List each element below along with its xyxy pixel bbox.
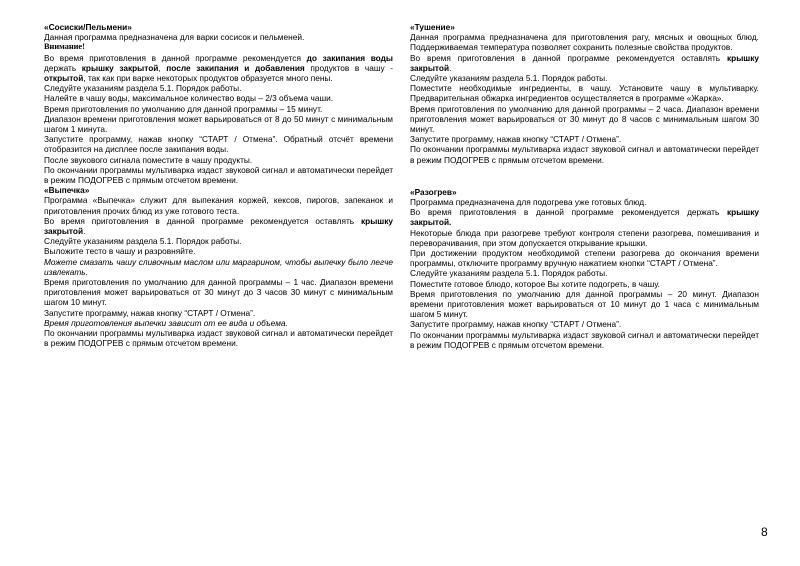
paragraph: Программа предназначена для подогрева уже готовых блюд. <box>410 197 647 208</box>
paragraph: Время приготовления по умолчанию для данной программы – 15 минут. <box>44 103 323 114</box>
paragraph: Запустите программу, нажав кнопку “СТАРТ / Отмена”. <box>410 134 622 145</box>
paragraph: Выложите тесто в чашу и разровняйте. <box>44 246 196 257</box>
section-title-baking: «Выпечка» <box>44 185 90 196</box>
page-number: 8 <box>761 525 768 539</box>
right-column <box>410 22 759 350</box>
paragraph: Время приготовления по умолчанию для данной программы – 1 час. Диапазон времени приготовления может варьироваться от 30 минут до 3 часов 30 минут с минимальным шагом 10 минут. <box>44 277 393 308</box>
paragraph: Поместите готовое блюдо, которое Вы хотите подогреть, в чашу. <box>410 278 660 289</box>
paragraph: По окончании программы мультиварка издаст звуковой сигнал и автоматически перейдет в режим ПОДОГРЕВ с прямым отсчетом времени. <box>410 144 759 165</box>
paragraph: По окончании программы мультиварка издаст звуковой сигнал и автоматически перейдет в режим ПОДОГРЕВ с прямым отсчетом времени. <box>410 329 759 350</box>
paragraph: После звукового сигнала поместите в чашу продукты. <box>44 154 253 165</box>
paragraph-italic-tip: Можете смазать чашу сливочным маслом или маргарином, чтобы выпечку было легче извлекать. <box>44 256 393 277</box>
section-title-sausages: «Сосиски/Пельмени» <box>44 22 132 32</box>
warning-label: Внимание! <box>44 42 85 52</box>
paragraph-lid-advice: Во время приготовления в данной программе рекомендуется оставлять крышку закрытой. <box>44 215 393 237</box>
paragraph: При достижении продуктом необходимой степени разогрева до окончания времени программы, отключите программу вручную нажатием кнопки “СТАРТ / Отмена”. <box>410 248 759 269</box>
section-title-stewing: «Тушение» <box>410 22 455 32</box>
paragraph: Запустите программу, нажав кнопку “СТАРТ / Отмена”. <box>410 319 622 330</box>
paragraph: Данная программа предназначена для приготовления рагу, мясных и овощных блюд. Поддерживаемая температура позволяет сохранить полезные свойства продуктов. <box>410 32 759 53</box>
paragraph: Следуйте указаниям раздела 5.1. Порядок работы. <box>410 73 608 84</box>
paragraph: По окончании программы мультиварка издаст звуковой сигнал и автоматически перейдет в режим ПОДОГРЕВ с прямым отсчетом времени. <box>44 164 393 186</box>
section-title-reheat: «Разогрев» <box>410 186 457 197</box>
paragraph: Время приготовления по умолчанию для данной программы – 20 минут. Диапазон времени приготовления может варьироваться от 10 минут до 1 часа с минимальным шагом 5 минут. <box>410 288 759 320</box>
paragraph-italic-note: Время приготовления выпечки зависит от ее вида и объема. <box>44 317 288 328</box>
left-column <box>44 22 393 349</box>
paragraph: Следуйте указаниям раздела 5.1. Порядок работы. <box>44 83 242 94</box>
paragraph: Поместите необходимые ингредиенты, в чашу. Установите чашу в мультиварку. Предварительная обжарка ингредиентов осуществляется в программе «Жарка». <box>410 83 759 104</box>
paragraph: Диапазон времени приготовления может варьироваться от 8 до 50 минут с минимальным шагом 1 минута. <box>44 113 393 135</box>
paragraph-lid-advice: Во время приготовления в данной программе рекомендуется оставлять крышку закрытой. <box>410 52 759 73</box>
paragraph: По окончании программы мультиварка издаст звуковой сигнал и автоматически перейдет в режим ПОДОГРЕВ с прямым отсчетом времени. <box>44 328 393 349</box>
paragraph-lid-advice: Во время приготовления в данной программе рекомендуется держать крышку закрытой. <box>410 207 759 228</box>
paragraph: Данная программа предназначена для варки сосисок и пельменей. <box>44 32 305 43</box>
paragraph: Следуйте указаниям раздела 5.1. Порядок работы. <box>44 236 242 247</box>
paragraph: Запустите программу, нажав кнопку “СТАРТ / Отмена”. <box>44 307 256 318</box>
paragraph: Время приготовления по умолчанию для данной программы – 2 часа. Диапазон времени приготовления может варьироваться от 30 минут до 8 часов с минимальным шагом 30 минут. <box>410 103 759 135</box>
spacer <box>410 165 759 176</box>
paragraph: Следуйте указаниям раздела 5.1. Порядок работы. <box>410 268 608 279</box>
paragraph: Запустите программу, нажав кнопку “СТАРТ / Отмена”. Обратный отсчёт времени отобразится на дисплее после закипания воды. <box>44 134 393 155</box>
paragraph: Некоторые блюда при разогреве требуют контроля степени разогрева, помешивания и переворачивания, при этом допускается открывание крышки. <box>410 227 759 248</box>
paragraph-lid-advice: Во время приготовления в данной программе рекомендуется до закипания воды держать крышку закрытой, после закипания и добавления продуктов в чашу - открытой, так как при варке некоторых продуктов образуется много пены. <box>44 52 393 84</box>
spacer <box>410 176 759 187</box>
paragraph: Налейте в чашу воды, максимальное количество воды – 2/3 объема чаши. <box>44 93 334 104</box>
paragraph: Программа «Выпечка» служит для выпекания коржей, кексов, пирогов, запеканок и приготовления прочих блюд из уже готового теста. <box>44 195 393 216</box>
